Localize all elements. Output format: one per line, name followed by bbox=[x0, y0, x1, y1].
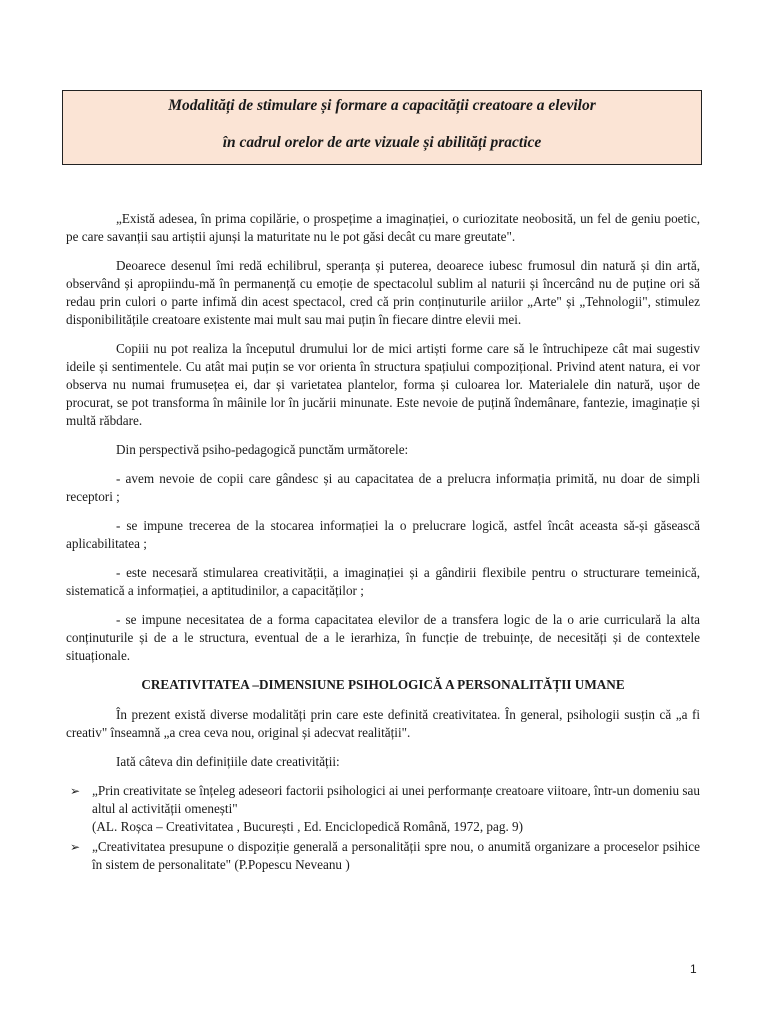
paragraph-definitions-lead: Iată câteva din definițiile date creativității: bbox=[116, 754, 340, 769]
paragraph-point-1: - avem nevoie de copii care gândesc și au capacitatea de a prelucra informația primită, nu doar de simpli receptori ; bbox=[66, 471, 700, 504]
paragraph-quote: „Există adesea, în prima copilărie, o prospețime a imaginației, o curiozitate neobosită, un fel de geniu poetic, pe care savanții sau artiștii ajunși la maturitate nu le pot găsi decât cu mare greutate". bbox=[66, 211, 700, 244]
paragraph-point-3: - este necesară stimularea creativității, a imaginației și a gândirii flexibile pentru o structurare temeinică, sistematică a informației, a aptitudinilor, a capacităților ; bbox=[66, 565, 700, 598]
definitions-list bbox=[66, 782, 700, 874]
title-line-2: în cadrul orelor de arte vizuale și abilități practice bbox=[222, 134, 542, 151]
title-line-1: Modalități de stimulare și formare a capacității creatoare a elevilor bbox=[168, 97, 596, 114]
definition-text: „Creativitatea presupune o dispoziție generală a personalității spre nou, o anumită organizare a proceselor psihice în sistem de personalitate" (P.Popescu Neveanu ) bbox=[92, 839, 700, 872]
definition-item bbox=[66, 782, 700, 836]
definition-item bbox=[66, 838, 700, 874]
document-body bbox=[66, 210, 700, 874]
paragraph-point-4: - se impune necesitatea de a forma capacitatea elevilor de a transfera logic de la o arie curriculară la alta conținuturile și de a le structura, eventual de a le ierarhiza, în funcție de trebuințe, de necesități și de contextele situaționale. bbox=[66, 612, 700, 663]
definition-text: „Prin creativitate se înțeleg adeseori factorii psihologici ai unei performanțe creatoare viitoare, într-un domeniu sau altul al activității omenești" bbox=[92, 783, 700, 816]
arrow-bullet-icon: ➢ bbox=[70, 784, 81, 798]
paragraph-point-2: - se impune trecerea de la stocarea informației la o prelucrare logică, astfel încât aceasta să-și găsească aplicabilitatea ; bbox=[66, 518, 700, 551]
arrow-bullet-icon: ➢ bbox=[70, 840, 81, 854]
paragraph-children: Copiii nu pot realiza la începutul drumului lor de mici artiști forme care să le întruchipeze cât mai sugestiv ideile și sentimentele. Cu atât mai puțin se vor orienta în structura spațiului compozițional. Privind atent natura, ei vor observa nu numai frumusețea ei, dar și varietatea plantelor, forma și culoarea lor. Materialele din natură, ușor de procurat, se pot transforma în mâinile lor în jucării minunate. Este nevoie de puțină îndemânare, fantezie, imaginație și multă răbdare. bbox=[66, 341, 700, 428]
paragraph-drawing: Deoarece desenul îmi redă echilibrul, speranța și puterea, deoarece iubesc frumosul din natură și din artă, observând și apropiindu-mă în permanență cu emoție de spectacolul sublim al naturii și încercând nu de puține ori să redau prin culori o parte infimă din acest spectacol, cred că prin conținuturile ariilor „Arte" și „Tehnologii", stimulez disponibilitățile creatoare existente mai mult sau mai puțin în fiecare dintre elevii mei. bbox=[66, 258, 700, 327]
paragraph-perspective: Din perspectivă psiho-pedagogică punctăm următorele: bbox=[116, 442, 409, 457]
definition-citation: (AL. Roșca – Creativitatea , București , Ed. Enciclopedică Română, 1972, pag. 9) bbox=[92, 819, 524, 834]
section-heading: CREATIVITATEA –DIMENSIUNE PSIHOLOGICĂ A PERSONALITĂȚII UMANE bbox=[141, 677, 625, 692]
title-box bbox=[62, 90, 702, 165]
page-number: 1 bbox=[690, 962, 697, 976]
paragraph-definition-intro: În prezent există diverse modalități prin care este definită creativitatea. În general, psihologii susțin că „a fi creativ" înseamnă „a crea ceva nou, original și adecvat realității". bbox=[66, 707, 700, 740]
